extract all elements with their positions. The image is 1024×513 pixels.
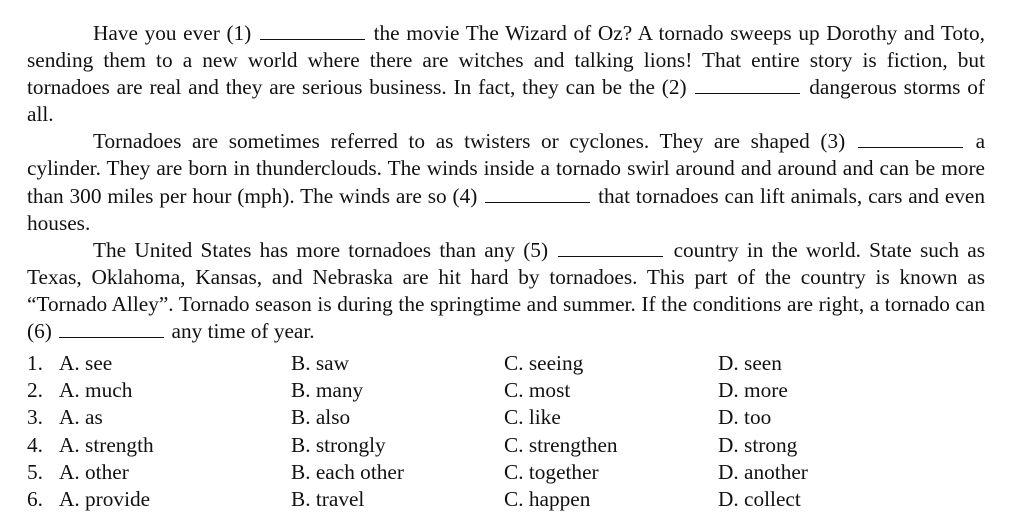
question-row-3 — [27, 404, 985, 431]
option-c: C. like — [504, 405, 561, 430]
option-c: C. together — [504, 459, 599, 484]
option-a: A. see — [59, 351, 113, 375]
blank-5 — [558, 255, 663, 257]
paragraph-3-text-c: any time of year. — [171, 319, 315, 344]
blank-2 — [695, 92, 800, 94]
option-d: D. another — [718, 459, 808, 484]
option-b: B. also — [291, 405, 351, 430]
question-row-5 — [27, 459, 985, 486]
blank-3 — [858, 146, 963, 148]
option-c: C. most — [504, 378, 571, 403]
answer-choices — [27, 350, 985, 513]
paragraph-2-text-a: Tornadoes are sometimes referred to as twisters or cyclones. They are shaped (3) — [93, 129, 846, 154]
question-row-4 — [27, 432, 985, 459]
question-number: 4. — [27, 432, 43, 457]
option-d: D. too — [718, 405, 772, 430]
question-row-2 — [27, 377, 985, 404]
option-b: B. each other — [291, 459, 404, 484]
paragraph-2 — [27, 128, 985, 236]
option-b: B. many — [291, 378, 364, 403]
option-a: A. strength — [59, 432, 154, 457]
paragraph-2-text-b: a cylinder. They are born in thunderclouds. The winds inside a tornado swirl around and around and can be more than 300 miles per hour (mph). The winds are so (4) — [27, 129, 986, 208]
question-row-6 — [27, 486, 985, 513]
option-b: B. saw — [291, 351, 349, 375]
paragraph-3-text-b: country in the world. State such as Texas, Oklahoma, Kansas, and Nebraska are hit hard by tornadoes. This part of the country is known as “Tornado Alley”. Tornado season is during the springtime and summer. If the conditions are right, a tornado can (6) — [27, 237, 986, 344]
option-b: B. strongly — [291, 432, 386, 457]
option-d: D. more — [718, 378, 788, 403]
paragraph-2-text-c: that tornadoes can lift animals, cars and even houses. — [27, 183, 986, 235]
worksheet-page — [27, 0, 986, 511]
blank-4 — [485, 201, 590, 203]
question-number: 2. — [27, 378, 43, 403]
blank-6 — [59, 336, 164, 338]
paragraph-1-text-c: dangerous storms of all. — [27, 75, 985, 127]
paragraph-1-text-a: Have you ever (1) — [93, 21, 252, 45]
question-number: 3. — [27, 405, 43, 430]
option-b: B. travel — [291, 486, 365, 511]
option-d: D. strong — [718, 432, 798, 457]
reading-passage — [27, 20, 985, 345]
option-d: D. collect — [718, 486, 801, 511]
option-a: A. as — [59, 405, 103, 430]
option-a: A. provide — [59, 486, 151, 511]
question-number: 1. — [27, 351, 43, 375]
question-number: 5. — [27, 459, 43, 484]
option-a: A. much — [59, 378, 133, 403]
option-c: C. strengthen — [504, 432, 618, 457]
blank-1 — [260, 38, 365, 40]
paragraph-1 — [27, 20, 985, 128]
option-a: A. other — [59, 459, 129, 484]
option-c: C. seeing — [504, 351, 584, 375]
paragraph-3 — [27, 237, 985, 345]
question-number: 6. — [27, 486, 43, 511]
option-d: D. seen — [718, 351, 782, 375]
paragraph-3-text-a: The United States has more tornadoes than any (5) — [93, 237, 549, 262]
option-c: C. happen — [504, 486, 591, 511]
paragraph-1-text-b: the movie The Wizard of Oz? A tornado sweeps up Dorothy and Toto, sending them to a new world where there are witches and talking lions! That entire story is fiction, but tornadoes are real and they are serious business. In fact, they can be the (2) — [27, 21, 985, 100]
question-row-1 — [27, 350, 985, 377]
